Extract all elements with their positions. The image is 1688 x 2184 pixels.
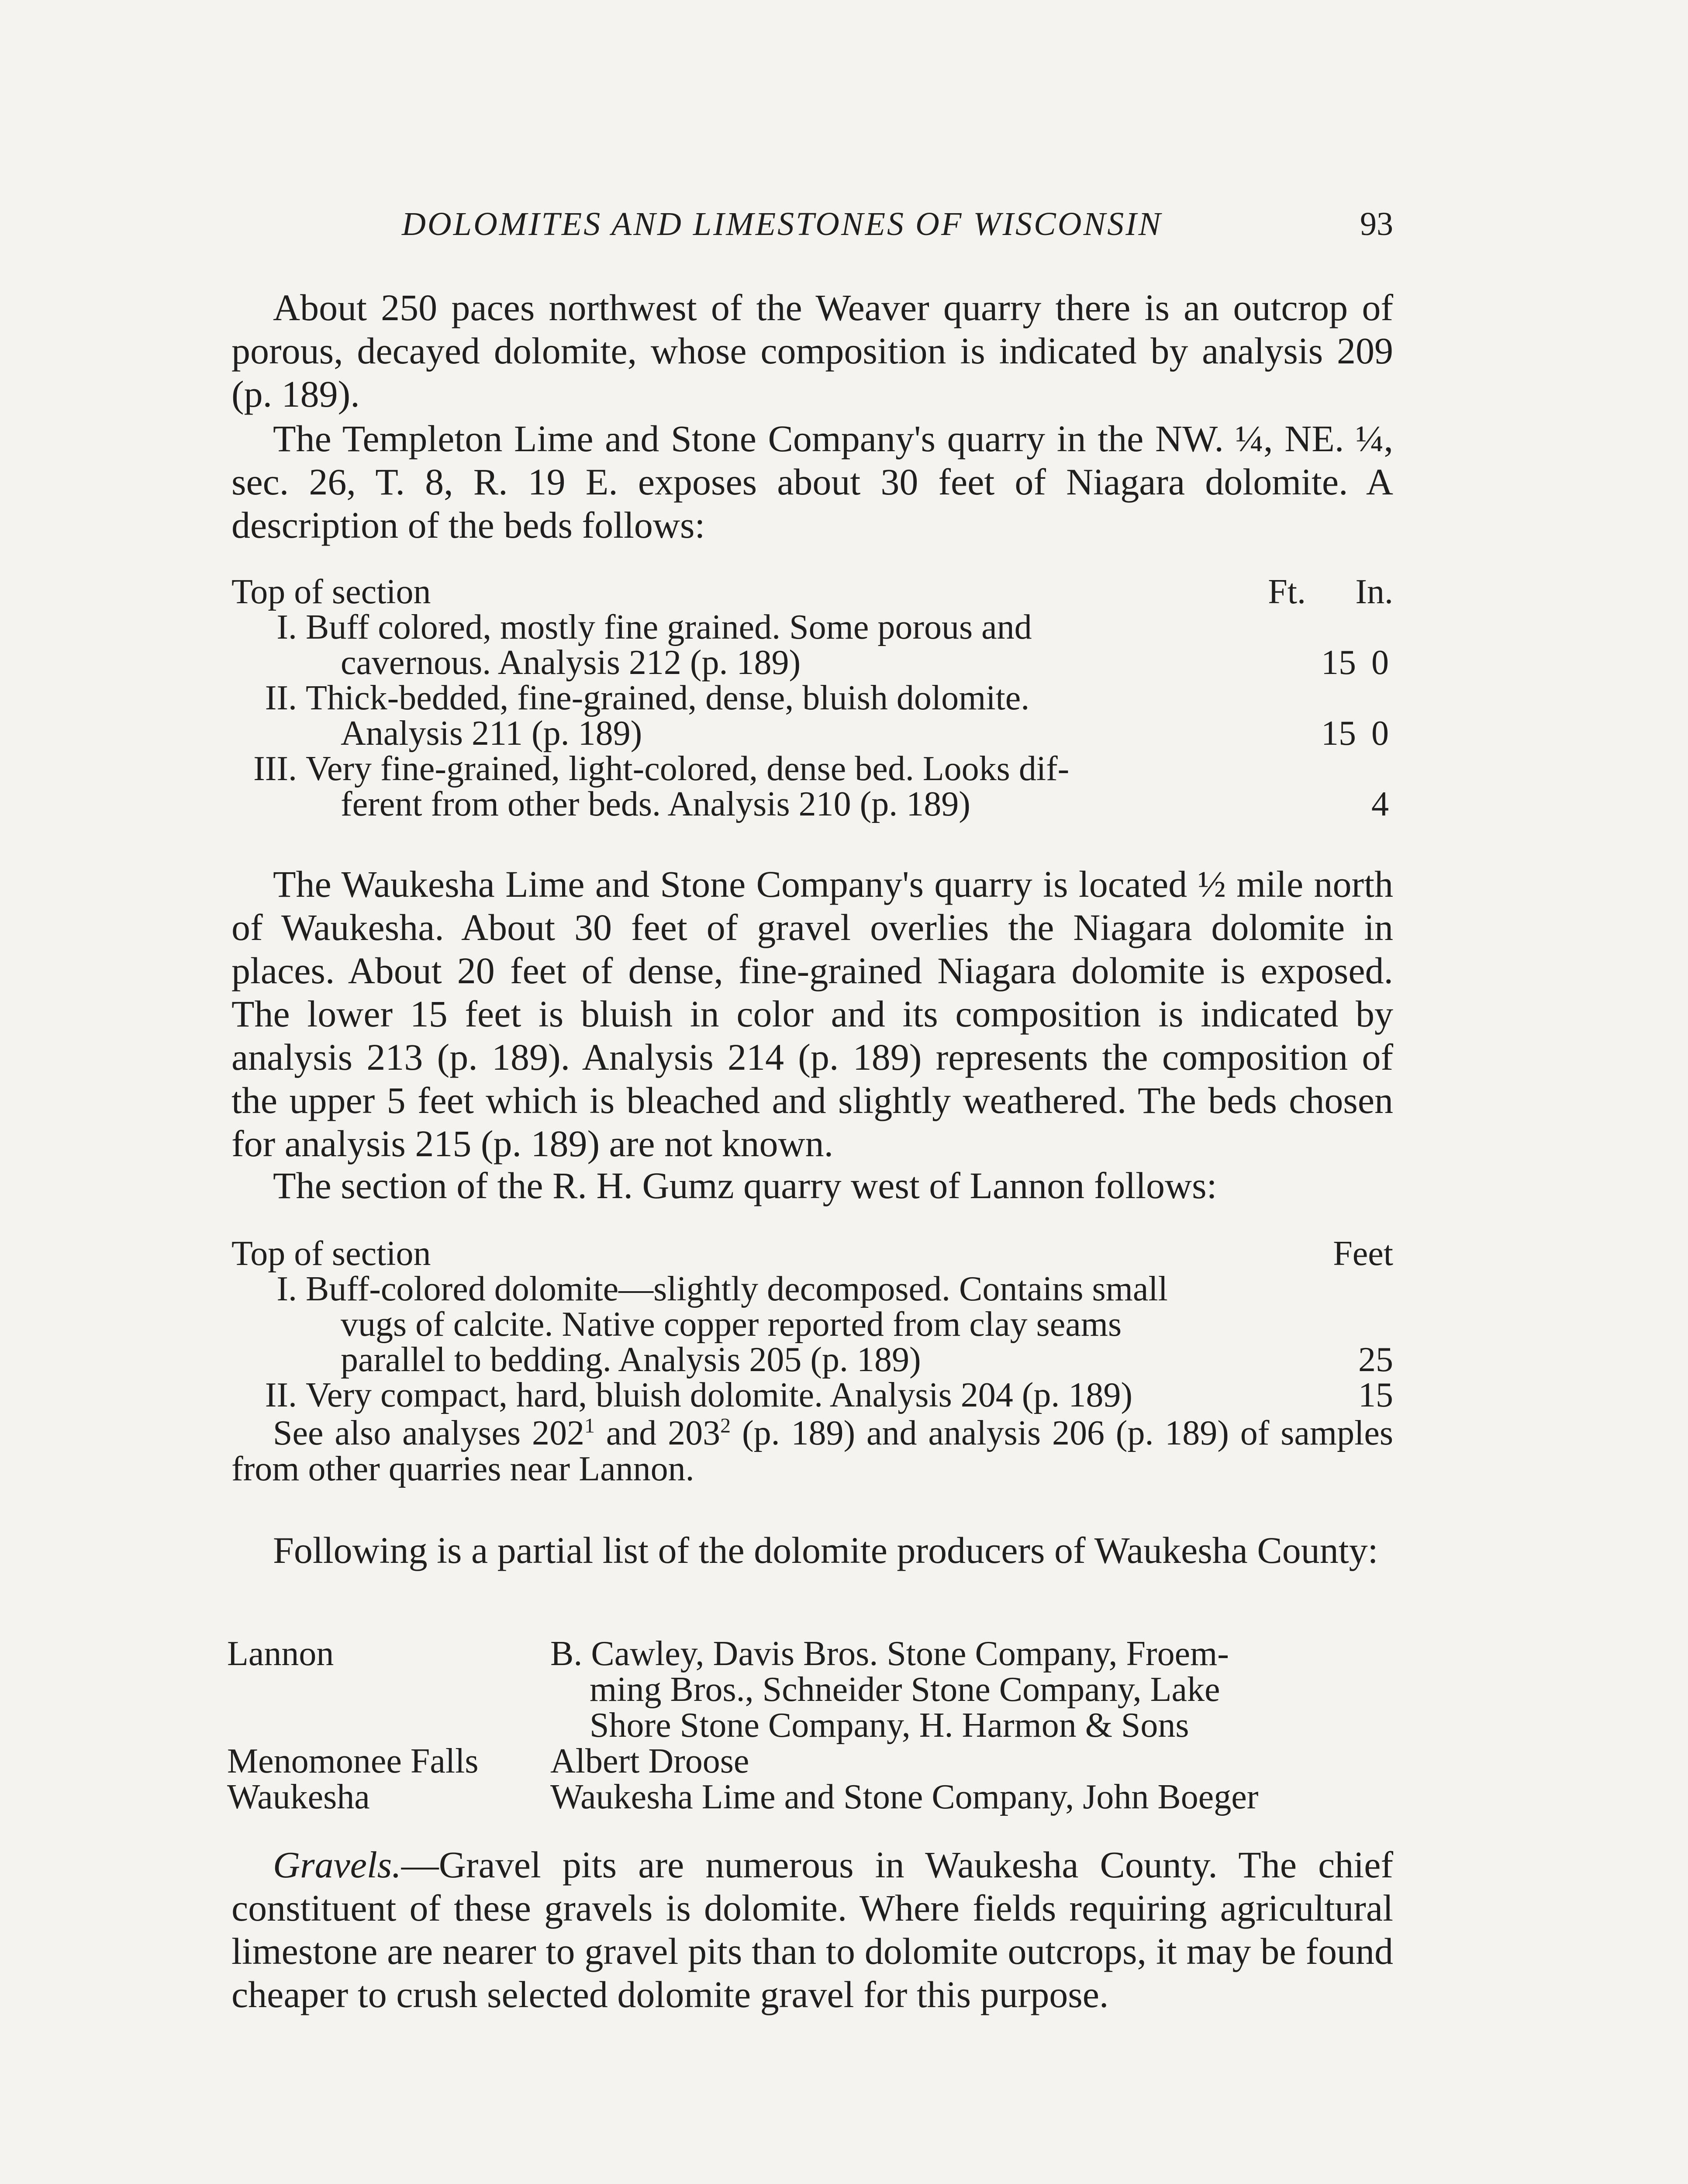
paragraph-see-also [231,1415,1393,1487]
bed-description: Buff colored, mostly fine grained. Some porous and [306,608,1032,646]
bed-row [265,1376,1393,1414]
paragraph-gravels [231,1843,1393,2016]
bed-description: Thick-bedded, fine-grained, dense, bluish dolomite. [306,679,1030,717]
bed-feet: 15 [1321,643,1356,682]
bed-feet: 15 [1358,1376,1393,1414]
bed-number: II. [265,1376,297,1414]
page-number: 93 [1360,206,1393,242]
producer-row [227,1636,1398,1743]
paragraph-producers-intro: Following is a partial list of the dolomite producers of Waukesha County: [273,1529,1378,1571]
producer-row [227,1779,1398,1815]
bed-description: Very compact, hard, bluish dolomite. Analysis 204 (p. 189) [306,1376,1133,1414]
bed-feet: 25 [1358,1341,1393,1379]
bed-description: Buff-colored dolomite—slightly decomposed. Contains small [306,1270,1168,1308]
running-title: DOLOMITES AND LIMESTONES OF WISCONSIN [402,206,1163,242]
see-also-text: and 203 [594,1414,721,1452]
bed-description-cont: cavernous. Analysis 212 (p. 189) [341,643,801,682]
bed-row [276,1270,1393,1379]
producer-names-cont: ming Bros., Schneider Stone Company, Lake [590,1670,1220,1709]
bed-description: Very fine-grained, light-colored, dense bed. Looks dif- [306,750,1070,788]
producer-names: Albert Droose [550,1742,749,1780]
bed-row [276,608,1389,682]
producer-row [227,1743,1398,1779]
gumz-section-table [231,1236,1393,1413]
paragraph-weaver-outcrop: About 250 paces northwest of the Weaver quarry there is an outcrop of porous, decayed dolomite, whose composition is indicated by analysis 209 (p. 189). [231,287,1393,415]
bed-feet: 15 [1321,714,1356,753]
producer-names-cont: Shore Stone Company, H. Harmon & Sons [590,1706,1189,1745]
producers-list [227,1636,1398,1815]
bed-number: II. [265,679,297,717]
bed-inches: 0 [1371,643,1389,682]
paragraph-gumz-intro: The section of the R. H. Gumz quarry west of Lannon follows: [273,1165,1217,1206]
bed-description-cont: parallel to bedding. Analysis 205 (p. 189) [341,1341,921,1379]
producer-names: Waukesha Lime and Stone Company, John Boeger [550,1778,1259,1816]
paragraph-waukesha-quarry: The Waukesha Lime and Stone Company's quarry is located ½ mile north of Waukesha. About 30 feet of gravel overlies the Niagara dolomite in places. About 20 feet of dense, fine-grained Niagara dolomite is exposed. The lower 15 feet is bluish in color and its composition is indicated by analysis 213 (p. 189). Analysis 214 (p. 189) represents the composition of the upper 5 feet which is bleached and slightly weathered. The beds chosen for analysis 215 (p. 189) are not known. [231,863,1393,1165]
column-header-in: In. [1355,573,1393,611]
producer-place: Lannon [227,1635,334,1673]
column-header-feet: Feet [1333,1234,1393,1273]
bed-description-cont: Analysis 211 (p. 189) [341,714,642,753]
producer-place: Waukesha [227,1778,370,1816]
see-also-text: See also analyses 202 [273,1414,584,1452]
column-header-ft: Ft. [1268,573,1306,611]
section-title: Top of section [231,573,431,611]
bed-row [265,679,1389,753]
producer-names: B. Cawley, Davis Bros. Stone Company, Froem- [550,1635,1229,1673]
bed-number: III. [253,750,297,788]
gravels-lead: Gravels. [273,1844,401,1886]
section-title: Top of section [231,1234,431,1273]
bed-row [253,750,1389,823]
templeton-section-table [231,574,1393,822]
bed-inches: 0 [1371,714,1389,753]
bed-number: I. [276,1270,297,1308]
footnote-ref-2: 2 [720,1414,731,1438]
footnote-ref-1: 1 [584,1414,595,1438]
gravels-text: —Gravel pits are numerous in Waukesha County. The chief constituent of these gravels is dolomite. Where fields requiring agricultural limestone are nearer to gravel pits than to dolomite outcrops, it may be found cheaper to crush selected dolomite gravel for this purpose. [231,1844,1393,2015]
bed-description-cont: ferent from other beds. Analysis 210 (p. 189) [341,785,970,823]
bed-description-cont: vugs of calcite. Native copper reported from clay seams [341,1305,1122,1344]
paragraph-templeton-quarry: The Templeton Lime and Stone Company's quarry in the NW. ¼, NE. ¼, sec. 26, T. 8, R. 19 E. exposes about 30 feet of Niagara dolomite. A description of the beds follows: [231,418,1393,546]
page-header [402,205,1393,253]
see-also-text: (p. 189) and analysis 206 (p. 189) of samples from other quarries near Lannon. [231,1414,1394,1488]
bed-number: I. [276,608,297,646]
bed-inches: 4 [1371,785,1389,823]
producer-place: Menomonee Falls [227,1742,479,1780]
